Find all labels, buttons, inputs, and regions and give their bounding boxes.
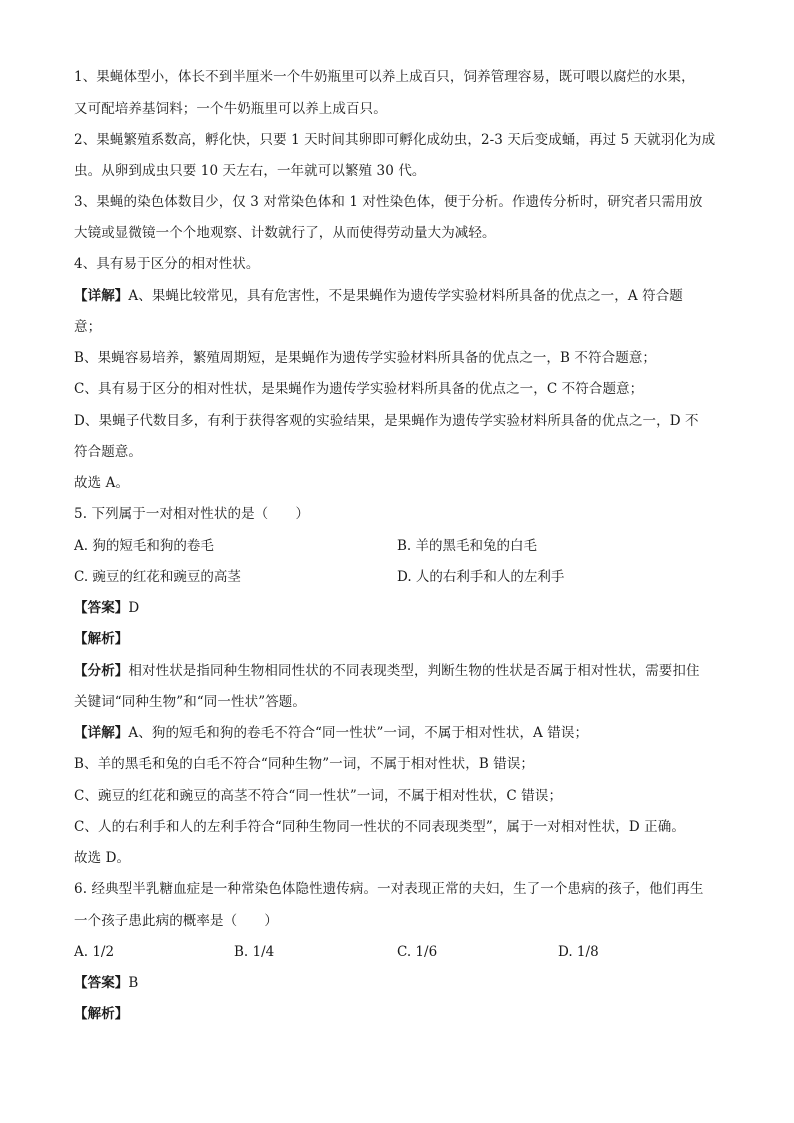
q6-answer-value: B: [128, 975, 139, 991]
q5-fenxi-line-2: 关键词“同种生物”和“同一性状”答题。: [74, 694, 307, 710]
q6-option-a: A. 1/2: [74, 944, 115, 960]
q5-analysis-tag: 【解析】: [74, 631, 129, 647]
q4-detail-a-line-2: 意；: [74, 319, 102, 335]
q6-option-d: D. 1/8: [558, 944, 599, 960]
q5-detail-d: C、人的右利手和人的左利手符合“同种生物同一性状的不同表现类型”，属于一对相对性状，D 正确。: [74, 819, 685, 835]
q5-detail-c: C、豌豆的红花和豌豆的高茎不符合“同一性状”一词，不属于相对性状，C 错误；: [74, 788, 563, 804]
q5-option-d: D. 人的右利手和人的左利手: [397, 569, 565, 585]
q4-detail-d-line-2: 符合题意。: [74, 444, 142, 460]
q4-detail-b: B、果蝇容易培养，繁殖周期短，是果蝇作为遗传学实验材料所具备的优点之一，B 不符合题意；: [74, 350, 657, 366]
q6-stem-line-2: 一个孩子患此病的概率是（ ）: [74, 913, 278, 929]
q4-detail-a-line-1: [74, 286, 720, 306]
q6-option-b: B. 1/4: [234, 944, 275, 960]
q5-fenxi-text: 相对性状是指同种生物相同性状的不同表现类型，判断生物的性状是否属于相对性状，需要扣住: [128, 663, 700, 679]
q5-stem: 5. 下列属于一对相对性状的是（ ）: [74, 506, 310, 522]
q5-detail-a-text: A、狗的短毛和狗的卷毛不符合“同一性状”一词，不属于相对性状，A 错误；: [128, 725, 589, 741]
q5-detail-a: [74, 723, 720, 743]
q4-conclusion: 故选 A。: [74, 475, 130, 491]
q6-answer: [74, 973, 720, 993]
q4-detail-c: C、具有易于区分的相对性状，是果蝇作为遗传学实验材料所具备的优点之一，C 不符合题意；: [74, 381, 644, 397]
q4-detail-a-text: A、果蝇比较常见，具有危害性，不是果蝇作为遗传学实验材料所具备的优点之一，A 符合题: [128, 288, 683, 304]
q6-stem-line-1: 6. 经典型半乳糖血症是一种常染色体隐性遗传病。一对表现正常的夫妇，生了一个患病的孩子，他们再生: [74, 881, 704, 897]
q5-answer: [74, 598, 720, 618]
fenxi-tag: 【分析】: [74, 663, 129, 679]
detail-tag: 【详解】: [74, 725, 129, 741]
q5-option-c: C. 豌豆的红花和豌豆的高茎: [74, 569, 241, 585]
q5-option-a: A. 狗的短毛和狗的卷毛: [74, 538, 214, 554]
q4-detail-d-line-1: D、果蝇子代数目多，有利于获得客观的实验结果，是果蝇作为遗传学实验材料所具备的优点之一，D 不: [74, 413, 699, 429]
intro-point-4: 4、具有易于区分的相对性状。: [74, 256, 260, 272]
intro-point-2-line-1: 2、果蝇繁殖系数高，孵化快，只要 1 天时间其卵即可孵化成幼虫，2-3 天后变成蛹，再过 5 天就羽化为成: [74, 132, 716, 148]
q5-conclusion: 故选 D。: [74, 850, 131, 866]
answer-tag: 【答案】: [74, 600, 129, 616]
q6-option-c: C. 1/6: [397, 944, 438, 960]
q5-fenxi-line-1: [74, 661, 720, 681]
detail-tag: 【详解】: [74, 288, 129, 304]
q6-analysis-tag: 【解析】: [74, 1006, 129, 1022]
intro-point-3-line-1: 3、果蝇的染色体数目少，仅 3 对常染色体和 1 对性染色体，便于分析。作遗传分析时，研究者只需用放: [74, 194, 703, 210]
q5-option-b: B. 羊的黑毛和兔的白毛: [397, 538, 538, 554]
answer-tag: 【答案】: [74, 975, 129, 991]
q5-answer-value: D: [128, 600, 140, 616]
intro-point-2-line-2: 虫。从卵到成虫只要 10 天左右，一年就可以繁殖 30 代。: [74, 163, 426, 179]
intro-point-3-line-2: 大镜或显微镜一个个地观察、计数就行了，从而使得劳动量大为减轻。: [74, 225, 496, 241]
q5-detail-b: B、羊的黑毛和兔的白毛不符合“同种生物”一词，不属于相对性状，B 错误；: [74, 756, 535, 772]
intro-point-1-line-1: 1、果蝇体型小，体长不到半厘米一个牛奶瓶里可以养上成百只，饲养管理容易，既可喂以腐烂的水果，: [74, 69, 695, 85]
intro-point-1-line-2: 又可配培养基饲料；一个牛奶瓶里可以养上成百只。: [74, 101, 387, 117]
